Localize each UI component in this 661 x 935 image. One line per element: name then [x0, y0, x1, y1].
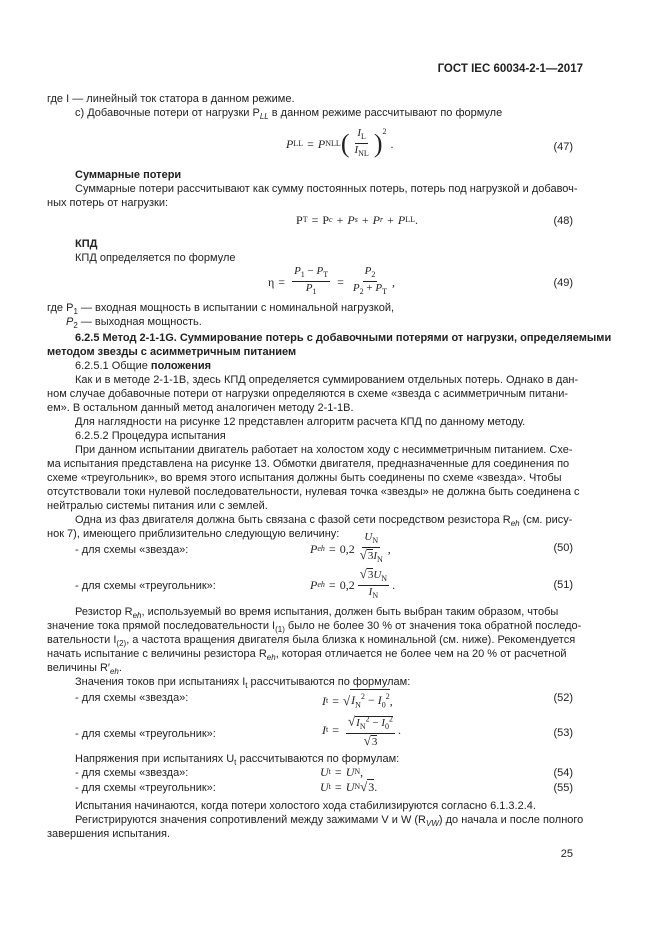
text-line: схеме «треугольник», во время этого испытания должны быть соединены по схеме «звезда». Чтобы: [47, 472, 562, 484]
formula-47: P LL = P NLL ( $\frac{I_L}{I_{NL}}$ ) $^2$ .: [286, 127, 394, 159]
text-line: - для схемы «звезда»:: [75, 692, 189, 704]
section-heading: методом звезды с асимметричным питанием: [47, 346, 297, 358]
text-line: отсутствовали токи нулевой последовательности, нулевая точка «звезды» не должна быть соединена с: [47, 486, 580, 498]
text-line: величины $R'_{eh}$.: [47, 662, 122, 677]
text-line: вательности $I_{(2)}$, а частота вращения двигателя была близка к номинальной (см. ниже). Рекомендуется: [47, 634, 576, 649]
text-line: 6.2.5.2 Процедура испытания: [75, 430, 226, 442]
formula-53: I t = $\frac{√I_N^2 - I_0^2}{√3}$ .: [322, 713, 401, 748]
equation-number: (48): [553, 215, 573, 227]
text-line: начать испытание с величины резистора $R_{eh}$, которая отличается не более чем на 20 % от расчетной: [47, 648, 567, 663]
equation-number: (49): [553, 277, 573, 289]
text-line: Одна из фаз двигателя должна быть связана с фазой сети посредством резистора $R_{eh}$ (см. рису-: [75, 514, 573, 529]
formula-51: P eh = 0,2 $\frac{√3U_N}{I_N}$ .: [310, 566, 396, 601]
equation-number: (53): [553, 727, 573, 739]
text-line: Для наглядности на рисунке 12 представлен алгоритм расчета КПД по данному методу.: [75, 416, 526, 428]
page-number: 25: [560, 848, 573, 860]
text-line: Суммарные потери рассчитывают как сумму постоянных потерь, потерь под нагрузкой и добавоч-: [75, 183, 578, 195]
equation-number: (51): [553, 579, 573, 591]
text-line: ном случае добавочные потери от нагрузки определяются в схеме «звезда с асимметричным питани-: [47, 388, 569, 400]
text-line: - для схемы «треугольник»:: [75, 728, 216, 740]
formula-50: P eh = 0,2 $\frac{U_N}{√3I_N}$ ,: [310, 531, 391, 565]
text-line: Как и в методе 2-1-1B, здесь КПД определяется суммированием отдельных потерь. Однако в дан-: [75, 374, 579, 386]
text-line: ем». В остальном данный метод аналогичен методу 2-1-1B.: [47, 402, 354, 414]
formula-54: U t = U N ,: [320, 765, 364, 779]
text-line: нейтралью системы питания или с землей.: [47, 500, 268, 512]
text-line: где $P_1$ — входная мощность в испытании с номинальной нагрузкой,: [47, 302, 395, 317]
equation-number: (52): [553, 692, 573, 704]
equation-number: (55): [553, 782, 573, 794]
text-line: Регистрируются значения сопротивлений между зажимами V и W $(R_{VW})$ до начала и после полного: [75, 814, 584, 829]
text-line: Значения токов при испытаниях $I_t$ рассчитываются по формулам:: [75, 676, 411, 691]
text-line: - для схемы «треугольник»:: [75, 580, 216, 592]
text-line: Резистор $R_{eh}$, используемый во время испытания, должен быть выбран таким образом, чтобы: [75, 606, 559, 621]
text-line: Испытания начинаются, когда потери холостого хода стабилизируются согласно 6.1.3.2.4.: [75, 800, 536, 812]
text-line: $P_2$ — выходная мощность.: [66, 316, 202, 331]
formula-55: U t = U N √ 3 .: [320, 778, 378, 794]
equation-number: (50): [553, 542, 573, 554]
text-line: 6.2.5.1 Общие положения: [75, 360, 212, 372]
document-header: ГОСТ IEC 60034-2-1—2017: [437, 63, 583, 75]
formula-49: η = $\frac{P_1 - P_T}{P_1}$ = $\frac{P_2}{P_2 + P_T}$ ,: [268, 265, 395, 297]
text-line: КПД определяется по формуле: [75, 252, 236, 264]
section-heading: КПД: [75, 238, 98, 250]
equation-number: (54): [553, 767, 573, 779]
formula-52: I t = √ $I_N^2 - I_0^2$ ,: [322, 689, 393, 712]
section-heading: Суммарные потери: [75, 169, 182, 181]
text-line: - для схемы «звезда»:: [75, 544, 189, 556]
text-line: Напряжения при испытаниях $U_t$ рассчитываются по формулам:: [75, 753, 400, 768]
text-line: - для схемы «треугольник»:: [75, 782, 216, 794]
section-heading: 6.2.5 Метод 2-1-1G. Суммирование потерь с добавочными потерями от нагрузки, определяемыми: [75, 332, 612, 344]
text-line: ных потерь от нагрузки:: [47, 197, 169, 209]
equation-number: (47): [553, 141, 573, 153]
formula-48: P T = P c + P s + P r + P LL .: [296, 213, 419, 227]
text-line: значение тока прямой последовательности $I_{(1)}$ было не более 30 % от значения тока обратной последо-: [47, 620, 582, 635]
text-line: При данном испытании двигатель работает на холостом ходу с несимметричным питанием. Схе-: [75, 444, 573, 456]
text-line: нок 7), имеющего приблизительно следующую величину:: [47, 528, 340, 540]
text-line: где I — линейный ток статора в данном режиме.: [47, 93, 295, 105]
text-line: - для схемы «звезда»:: [75, 767, 189, 779]
text-line: ма испытания представлена на рисунке 13. Обмотки двигателя, предназначенные для соединения по: [47, 458, 570, 470]
text-line: завершения испытания.: [47, 828, 171, 840]
text-line: c) Добавочные потери от нагрузки $P_{LL}$ в данном режиме рассчитывают по формуле: [75, 107, 503, 122]
